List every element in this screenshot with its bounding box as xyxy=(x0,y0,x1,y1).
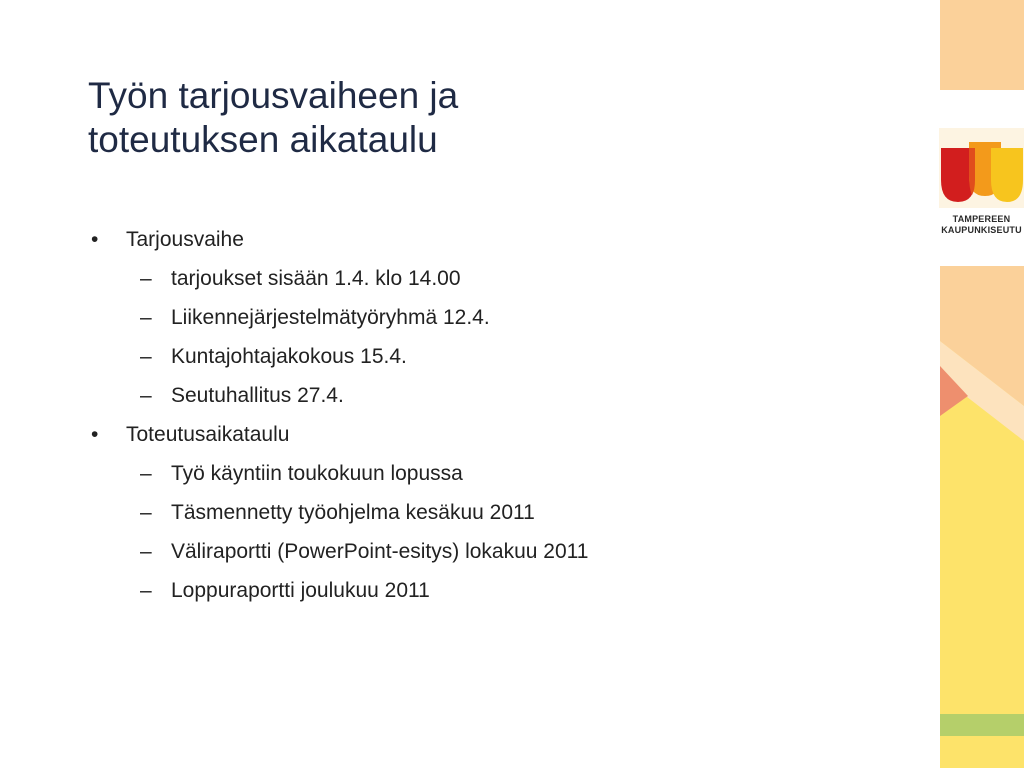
logo-text-line2: KAUPUNKISEUTU xyxy=(941,225,1022,235)
logo-text-line1: TAMPEREEN xyxy=(952,214,1011,224)
deco-block-top xyxy=(940,0,1024,90)
logo-emblem-icon xyxy=(939,128,1024,208)
sub-bullet: – Liikennejärjestelmätyöryhmä 12.4. xyxy=(88,298,908,337)
title-line-2: toteutuksen aikataulu xyxy=(88,119,438,160)
decorative-sidebar xyxy=(940,0,1024,768)
deco-shapes xyxy=(940,266,1024,768)
bullet-tarjousvaihe: • Tarjousvaihe xyxy=(88,220,908,259)
bullet-toteutusaikataulu: • Toteutusaikataulu xyxy=(88,415,908,454)
sub-bullet: – Täsmennetty työohjelma kesäkuu 2011 xyxy=(88,493,908,532)
slide-title xyxy=(88,74,908,162)
sub-bullet: – Seutuhallitus 27.4. xyxy=(88,376,908,415)
tampereen-kaupunkiseutu-logo xyxy=(939,128,1024,240)
title-line-1: Työn tarjousvaiheen ja xyxy=(88,75,459,116)
slide-body xyxy=(88,220,908,610)
deco-separator xyxy=(940,90,1024,128)
sub-bullet: – tarjoukset sisään 1.4. klo 14.00 xyxy=(88,259,908,298)
sub-bullet: – Väliraportti (PowerPoint-esitys) lokakuu 2011 xyxy=(88,532,908,571)
sub-bullet: – Loppuraportti joulukuu 2011 xyxy=(88,571,908,610)
sub-bullet: – Kuntajohtajakokous 15.4. xyxy=(88,337,908,376)
deco-separator xyxy=(940,240,1024,266)
sub-bullet: – Työ käyntiin toukokuun lopussa xyxy=(88,454,908,493)
